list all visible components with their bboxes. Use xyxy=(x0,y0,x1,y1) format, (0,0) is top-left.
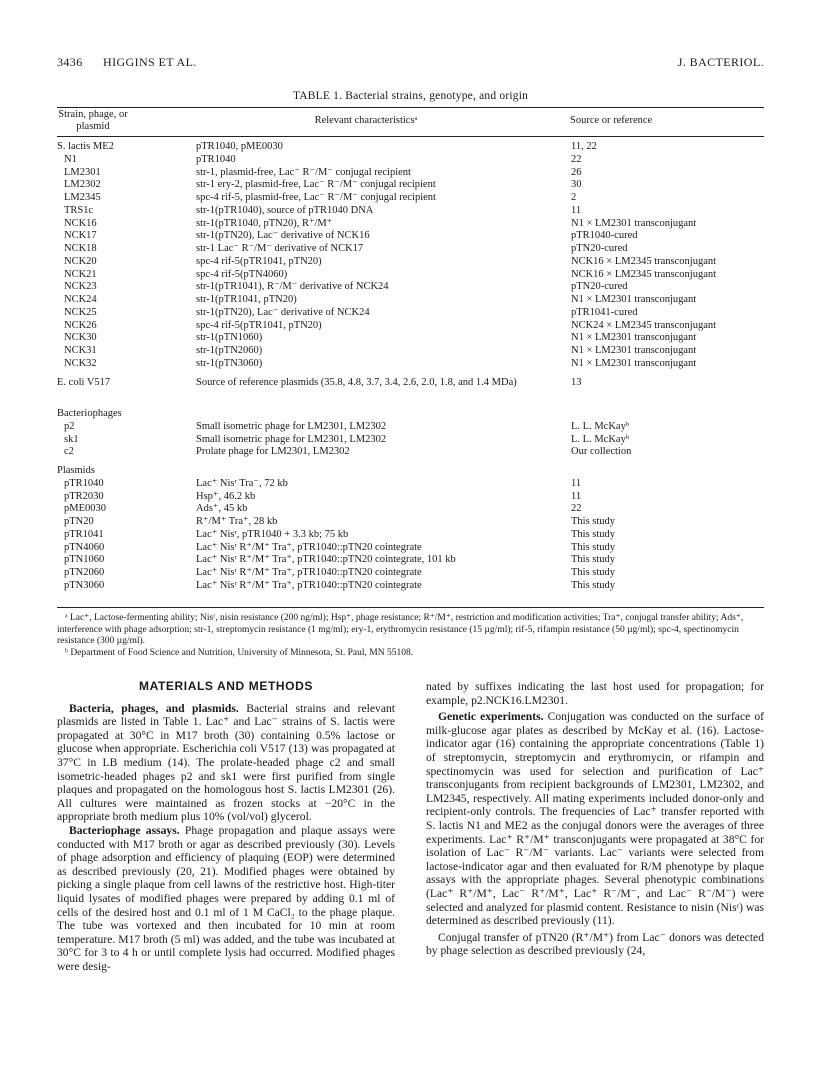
cell-source: This study xyxy=(571,528,616,540)
journal-name: J. BACTERIOL. xyxy=(677,55,764,69)
cell-characteristics: spc-4 rif-5(pTR1041, pTN20) xyxy=(196,319,322,331)
cell-strain: TRS1c xyxy=(64,204,94,216)
cell-source: NCK24 × LM2345 transconjugant xyxy=(571,319,717,331)
cell-characteristics: spc-4 rif-5, plasmid-free, Lac⁻ R⁻/M⁻ conjugal recipient xyxy=(196,192,436,203)
table-row xyxy=(57,478,764,491)
cell-strain: pTN2060 xyxy=(64,567,105,578)
cell-strain: LM2302 xyxy=(64,179,101,191)
cell-source: pTR1040-cured xyxy=(571,230,638,242)
cell-characteristics: str-1(pTR1041), R⁻/M⁻ derivative of NCK24 xyxy=(196,281,389,293)
cell-source: 11 xyxy=(571,490,582,502)
cell-characteristics: Prolate phage for LM2301, LM2302 xyxy=(196,446,350,458)
cell-strain: NCK31 xyxy=(64,345,97,356)
cell-source: NCK16 × LM2345 transconjugant xyxy=(571,255,717,267)
running-header xyxy=(57,55,764,71)
cell-source: 22 xyxy=(571,153,582,165)
table-row xyxy=(57,294,764,307)
cell-strain: S. lactis ME2 xyxy=(57,141,114,152)
cell-characteristics: Small isometric phage for LM2301, LM2302 xyxy=(196,433,387,445)
table-row xyxy=(57,269,764,282)
cell-source: This study xyxy=(571,516,616,527)
table-row xyxy=(57,491,764,504)
cell-characteristics: str-1, plasmid-free, Lac⁻ R⁻/M⁻ conjugal recipient xyxy=(196,166,411,178)
cell-source: N1 × LM2301 transconjugant xyxy=(571,357,697,369)
table-row xyxy=(57,434,764,447)
cell-strain: p2 xyxy=(64,420,75,432)
cell-source: L. L. McKayᵇ xyxy=(571,420,630,432)
cell-source: This study xyxy=(571,554,616,566)
cell-source: 11 xyxy=(571,204,582,216)
table-row xyxy=(57,307,764,320)
cell-source: pTR1041-cured xyxy=(571,306,638,318)
table-row xyxy=(57,332,764,345)
table-header-strain: Strain, phage, or plasmid xyxy=(58,109,128,132)
table-row xyxy=(57,320,764,333)
table-header-characteristics: Relevant characteristicsᵃ xyxy=(314,115,418,126)
table-caption: TABLE 1. Bacterial strains, genotype, and origin xyxy=(292,90,529,102)
cell-source: N1 × LM2301 transconjugant xyxy=(571,345,697,356)
table-row xyxy=(57,230,764,243)
cell-strain: pTR2030 xyxy=(64,490,104,502)
cell-strain: NCK16 xyxy=(64,217,97,229)
paragraph-bacteria: Bacteria, phages, and plasmids. Bacterial strains and relevant plasmids are listed in Table 1. Lac⁺ and Lac⁻ strains of S. lactis were propagated at 30°C in M17 broth (30) containing 0.5% lactose or glucose when appropriate. Escherichia coli V517 (13) was propagated at 37°C in LB medium (14). The prolate-headed phage c2 and small isometric-headed phages p2 and sk1 were first purified from single plaques and propagated on the homologous host S. lactis LM2301 (26). All cultures were maintained as frozen stocks at −20°C in the appropriate broth medium plus 10% (vol/vol) glycerol. xyxy=(57,701,395,824)
table-row xyxy=(57,256,764,269)
cell-source: 22 xyxy=(571,503,582,515)
table-row xyxy=(57,503,764,516)
cell-source: N1 × LM2301 transconjugant xyxy=(571,332,697,344)
cell-source: This study xyxy=(571,541,616,553)
cell-characteristics: Lac⁺ Nisʳ R⁺/M⁺ Tra⁺, pTR1040::pTN20 cointegrate xyxy=(196,567,422,578)
cell-strain: sk1 xyxy=(64,433,79,445)
table-row xyxy=(57,167,764,180)
table-bottom-rule xyxy=(57,607,764,608)
cell-strain: NCK24 xyxy=(64,294,97,305)
table-row xyxy=(57,192,764,205)
table-row xyxy=(57,529,764,542)
table-header-source: Source or reference xyxy=(570,115,653,126)
cell-source: N1 × LM2301 transconjugant xyxy=(571,217,697,229)
cell-characteristics: Lac⁺ Nisʳ R⁺/M⁺ Tra⁺, pTR1040::pTN20 cointegrate xyxy=(196,541,422,553)
cell-source: This study xyxy=(571,567,616,578)
footnote-b: ᵇ Department of Food Science and Nutrition, University of Minnesota, St. Paul, MN 55108. xyxy=(65,647,414,658)
cell-source: 11, 22 xyxy=(571,141,597,152)
cell-strain: pTN3060 xyxy=(64,579,105,591)
left-column xyxy=(57,680,395,973)
cell-characteristics: str-1 ery-2, plasmid-free, Lac⁻ R⁻/M⁻ conjugal recipient xyxy=(196,179,436,191)
table-row xyxy=(57,179,764,192)
cell-characteristics: Lac⁺ Nisʳ R⁺/M⁺ Tra⁺, pTR1040::pTN20 cointegrate, 101 kb xyxy=(196,554,456,566)
cell-characteristics: Source of reference plasmids (35.8, 4.8, 3.7, 3.4, 2.6, 2.0, 1.8, and 1.4 MDa) xyxy=(196,376,517,388)
cell-strain: E. coli V517 xyxy=(57,376,111,388)
cell-source: 26 xyxy=(571,166,582,178)
table-footnotes xyxy=(57,613,764,659)
cell-characteristics: R⁺/M⁺ Tra⁺, 28 kb xyxy=(196,516,278,527)
cell-strain: pTR1041 xyxy=(64,528,104,540)
cell-strain: NCK20 xyxy=(64,255,97,267)
cell-strain: Bacteriophages xyxy=(57,408,122,419)
cell-strain: NCK18 xyxy=(64,243,97,254)
cell-characteristics: str-1(pTN3060) xyxy=(196,357,263,369)
table-row xyxy=(57,446,764,459)
section-title: MATERIALS AND METHODS xyxy=(139,679,313,693)
cell-source: NCK16 × LM2345 transconjugant xyxy=(571,268,717,280)
cell-strain: pTR1040 xyxy=(64,477,104,489)
table-row xyxy=(57,205,764,218)
table-row xyxy=(57,408,764,421)
table-row xyxy=(57,281,764,294)
cell-strain: pTN4060 xyxy=(64,541,105,553)
table-row xyxy=(57,567,764,580)
cell-strain: Plasmids xyxy=(57,465,95,476)
cell-strain: pME0030 xyxy=(64,503,106,515)
cell-source: 30 xyxy=(571,179,582,191)
paragraph-continued: nated by suffixes indicating the last host used for propagation; for example, p2.NCK16.LM2301. xyxy=(426,680,764,707)
table-row xyxy=(57,141,764,154)
cell-source: Our collection xyxy=(571,446,632,458)
cell-strain: pTN1060 xyxy=(64,554,105,566)
cell-characteristics: Lac⁺ Nisʳ R⁺/M⁺ Tra⁺, pTR1040::pTN20 cointegrate xyxy=(196,579,422,591)
cell-characteristics: Hsp⁺, 46.2 kb xyxy=(196,490,256,502)
paragraph-phage-assays: Bacteriophage assays. Phage propagation and plaque assays were conducted with M17 broth or agar as described previously (30). Levels of phage adsorption and efficiency of plaquing (EOP) were determined as described previously (20, 21). Modified phages were obtained by picking a single plaque from cell lawns of the restrictive host. High-titer liquid lysates of modified phages were prepared by adding 0.1 ml of cells of the desired host and 0.1 ml of 1 M CaCl₂ to the phage plaque. The tube was vortexed and then incubated for 10 min at room temperature. M17 broth (5 ml) was added, and the tube was incubated at 30°C for 3 to 4 h or until complete lysis had occurred. Modified phages were desig- xyxy=(57,823,395,973)
cell-characteristics: Ads⁺, 45 kb xyxy=(196,503,248,515)
table-row xyxy=(57,516,764,529)
cell-strain: c2 xyxy=(64,446,74,458)
cell-characteristics: str-1(pTR1040), source of pTR1040 DNA xyxy=(196,204,374,216)
cell-strain: NCK30 xyxy=(64,332,97,344)
cell-characteristics: str-1(pTR1041, pTN20) xyxy=(196,294,297,305)
paragraph-conjugal: Conjugal transfer of pTN20 (R⁺/M⁺) from Lac⁻ donors was detected by phage selection as described previously (24, xyxy=(426,930,764,958)
table-body xyxy=(57,141,764,593)
cell-source: 2 xyxy=(571,192,577,203)
table-header-rule xyxy=(57,136,764,137)
cell-characteristics: Lac⁺ Nisʳ, pTR1040 + 3.3 kb; 75 kb xyxy=(196,528,349,540)
table-top-rule xyxy=(57,107,764,108)
table-row xyxy=(57,377,764,403)
cell-strain: LM2345 xyxy=(64,192,101,203)
cell-strain: NCK23 xyxy=(64,281,97,293)
cell-characteristics: str-1(pTR1040, pTN20), R⁺/M⁺ xyxy=(196,217,333,229)
cell-characteristics: pTR1040, pME0030 xyxy=(196,141,283,152)
cell-characteristics: str-1 Lac⁻ R⁻/M⁻ derivative of NCK17 xyxy=(196,243,364,254)
table-row xyxy=(57,154,764,167)
cell-source: pTN20-cured xyxy=(571,243,628,254)
cell-source: L. L. McKayᵇ xyxy=(571,433,630,445)
cell-strain: NCK21 xyxy=(64,268,97,280)
running-authors: HIGGINS ET AL. xyxy=(103,55,197,69)
table-row xyxy=(57,243,764,256)
cell-strain: NCK17 xyxy=(64,230,97,242)
cell-characteristics: spc-4 rif-5(pTN4060) xyxy=(196,268,288,280)
cell-source: 13 xyxy=(571,376,582,388)
cell-strain: NCK32 xyxy=(64,357,97,369)
table-row xyxy=(57,421,764,434)
cell-characteristics: spc-4 rif-5(pTR1041, pTN20) xyxy=(196,255,322,267)
cell-source: N1 × LM2301 transconjugant xyxy=(571,294,697,305)
cell-strain: LM2301 xyxy=(64,166,101,178)
cell-strain: NCK25 xyxy=(64,306,97,318)
cell-characteristics: Lac⁺ Nisʳ Tra⁻, 72 kb xyxy=(196,477,288,489)
table-row xyxy=(57,358,764,371)
cell-characteristics: str-1(pTN2060) xyxy=(196,345,263,356)
cell-characteristics: str-1(pTN1060) xyxy=(196,332,263,344)
paragraph-genetic: Genetic experiments. Conjugation was conducted on the surface of milk-glucose agar plates as described by McKay et al. (16). Lactose-indicator agar (16) containing the appropriate concentrations (Table 1) of streptomycin, streptomycin and erythromycin, or rifampin and spectinomycin was used for selection and purification of Lac⁺ transconjugants from recipient backgrounds of LM2301, LM2302, and LM2345, respectively. All mating experiments included donor-only and recipient-only controls. The frequencies of Lac⁺ transfer reported with S. lactis N1 and ME2 as the conjugal donors were the averages of three experiments. Lac⁺ R⁺/M⁺ transconjugants were propagated at 38°C for isolation of Lac⁻ R⁻/M⁻ variants. Lac⁻ variants were selected from lactose-indicator agar and then evaluated for R/M phenotype by plaque assays with the appropriate phages. Several phenotypic combinations (Lac⁺ R⁺/M⁺, Lac⁻ R⁺/M⁺, Lac⁺ R⁻/M⁻, and Lac⁻ R⁻/M⁻) were selected and analyzed for plasmid content. Resistance to nisin (Nisʳ) was determined as described previously (11). xyxy=(426,710,764,928)
right-column xyxy=(426,680,764,958)
cell-characteristics: Small isometric phage for LM2301, LM2302 xyxy=(196,420,387,432)
cell-source: pTN20-cured xyxy=(571,281,628,293)
table-row xyxy=(57,580,764,593)
table-row xyxy=(57,218,764,231)
cell-strain: NCK26 xyxy=(64,319,97,331)
cell-strain: N1 xyxy=(64,153,77,165)
table-row xyxy=(57,554,764,567)
cell-source: 11 xyxy=(571,477,582,489)
page-number: 3436 xyxy=(57,55,83,69)
cell-source: This study xyxy=(571,579,616,591)
cell-strain: pTN20 xyxy=(64,516,94,527)
cell-characteristics: str-1(pTN20), Lac⁻ derivative of NCK24 xyxy=(196,306,370,318)
table-row xyxy=(57,542,764,555)
table-row xyxy=(57,345,764,358)
table-row xyxy=(57,465,764,478)
cell-characteristics: pTR1040 xyxy=(196,153,236,165)
footnote-a: ᵃ Lac⁺, Lactose-fermenting ability; Nisʳ, nisin resistance (200 ng/ml); Hsp⁺, phage resistance; R⁺/M⁺, restriction and modification activities; Tra⁺, conjugal transfer ability; Ads⁺, interference with phage adsorption; str-1, streptomycin resistance (1 mg/ml); ery-1, erythromycin resistance (15 µg/ml); rif-5, rifampin resistance (50 µg/ml); spc-4, spectinomycin resistance (300 µg/ml). xyxy=(57,613,744,646)
cell-characteristics: str-1(pTN20), Lac⁻ derivative of NCK16 xyxy=(196,230,370,242)
